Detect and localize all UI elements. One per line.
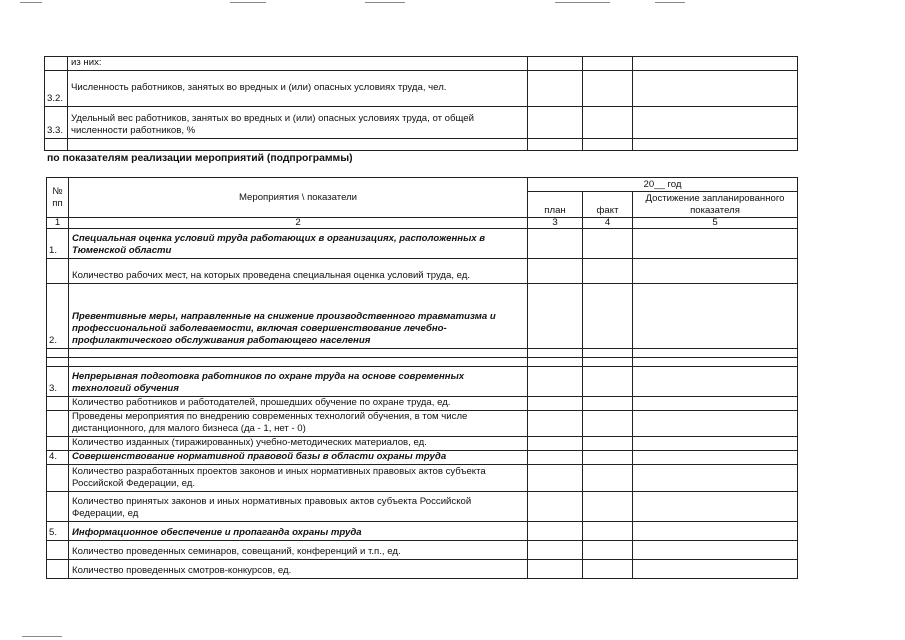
table-cell — [583, 560, 633, 579]
row-number: 3.2. — [45, 71, 68, 107]
table-cell — [583, 284, 633, 349]
table-cell — [583, 139, 633, 151]
row-number — [47, 259, 69, 284]
table-row — [47, 367, 798, 397]
column-number-row — [47, 218, 798, 229]
table-row — [47, 541, 798, 560]
table-cell — [583, 437, 633, 451]
column-number: 3 — [528, 218, 583, 229]
table-cell — [528, 71, 583, 107]
table-cell — [583, 465, 633, 492]
row-number — [47, 397, 69, 411]
table-cell — [633, 541, 798, 560]
table-row — [45, 71, 798, 107]
table-cell — [583, 229, 633, 259]
table-cell — [633, 492, 798, 522]
activity-title: Непрерывная подготовка работников по охране труда на основе современных технологий обучения — [69, 367, 528, 397]
row-number: 2. — [47, 284, 69, 349]
table-cell — [583, 259, 633, 284]
row-number — [47, 411, 69, 437]
table-cell — [528, 229, 583, 259]
table-cell — [583, 71, 633, 107]
table-cell — [528, 560, 583, 579]
table-row — [47, 522, 798, 541]
table-cell — [528, 541, 583, 560]
table-cell — [583, 358, 633, 367]
row-number — [47, 541, 69, 560]
activity-title: Превентивные меры, направленные на снижение производственного травматизма и профессиональной заболеваемости, включая совершенствование лечебно-профилактического обслуживания работающего населения — [69, 284, 528, 349]
table-cell — [633, 284, 798, 349]
table-cell — [633, 229, 798, 259]
table-cell — [528, 397, 583, 411]
activity-title: Совершенствование нормативной правовой базы в области охраны труда — [69, 451, 528, 465]
table-cell — [528, 358, 583, 367]
table-cell — [633, 71, 798, 107]
row-number — [47, 465, 69, 492]
table-cell — [633, 451, 798, 465]
table-cell — [633, 349, 798, 358]
header-row — [47, 178, 798, 192]
scan-artifact-line — [230, 2, 266, 3]
table-row — [47, 465, 798, 492]
row-number — [45, 57, 68, 71]
table-cell — [68, 139, 528, 151]
table-cell — [633, 107, 798, 139]
table-cell — [45, 139, 68, 151]
indicator-text: Количество работников и работодателей, прошедших обучение по охране труда, ед. — [69, 397, 528, 411]
indicator-text: Количество рабочих мест, на которых проведена специальная оценка условий труда, ед. — [69, 259, 528, 284]
row-text: Удельный вес работников, занятых во вредных и (или) опасных условиях труда, от общей численности работников, % — [68, 107, 528, 139]
table-cell — [583, 349, 633, 358]
table-body — [47, 229, 798, 579]
table-cell — [583, 57, 633, 71]
table-cell — [633, 437, 798, 451]
indicators-continued-table — [44, 56, 798, 151]
table-row — [47, 437, 798, 451]
table-cell — [528, 349, 583, 358]
row-number: 3. — [47, 367, 69, 397]
column-number: 2 — [69, 218, 528, 229]
activity-title: Информационное обеспечение и пропаганда охраны труда — [69, 522, 528, 541]
table-row — [45, 107, 798, 139]
indicator-text: Количество разработанных проектов законов и иных нормативных правовых актов субъекта Российской Федерации, ед. — [69, 465, 528, 492]
table-cell — [633, 465, 798, 492]
table-cell — [633, 259, 798, 284]
indicator-text: Проведены мероприятия по внедрению современных технологий обучения, в том числе дистанционного, для малого бизнеса (да - 1, нет - 0) — [69, 411, 528, 437]
table-cell — [633, 411, 798, 437]
indicator-text: Количество проведенных семинаров, совещаний, конференций и т.п., ед. — [69, 541, 528, 560]
table-row — [47, 451, 798, 465]
table-row — [47, 358, 798, 367]
scan-artifact-line — [20, 2, 42, 3]
table-cell — [528, 411, 583, 437]
header-activity: Мероприятия \ показатели — [69, 178, 528, 218]
indicator-text: Количество изданных (тиражированных) учебно-методических материалов, ед. — [69, 437, 528, 451]
row-number — [47, 492, 69, 522]
indicator-text: Количество проведенных смотров-конкурсов, ед. — [69, 560, 528, 579]
activities-indicators-table — [46, 177, 798, 579]
row-number — [47, 349, 69, 358]
header-year: 20__ год — [528, 178, 798, 192]
table-cell — [583, 541, 633, 560]
table-cell — [633, 397, 798, 411]
table-row — [47, 397, 798, 411]
table-cell — [633, 522, 798, 541]
table-cell — [633, 358, 798, 367]
row-number: 5. — [47, 522, 69, 541]
row-number: 4. — [47, 451, 69, 465]
table-cell — [528, 492, 583, 522]
activity-title: Специальная оценка условий труда работающих в организациях, расположенных в Тюменской области — [69, 229, 528, 259]
table-row — [47, 492, 798, 522]
indicator-text — [69, 358, 528, 367]
column-number: 4 — [583, 218, 633, 229]
table-cell — [633, 560, 798, 579]
section-heading: по показателям реализации мероприятий (подпрограммы) — [47, 153, 353, 164]
header-achievement: Достижение запланированного показателя — [633, 192, 798, 218]
table-cell — [528, 107, 583, 139]
row-number — [47, 358, 69, 367]
scan-artifact-line — [555, 2, 610, 3]
table-row — [47, 229, 798, 259]
table-row — [47, 259, 798, 284]
row-number — [47, 437, 69, 451]
header-fact: факт — [583, 192, 633, 218]
column-number: 1 — [47, 218, 69, 229]
row-text: Численность работников, занятых во вредных и (или) опасных условиях труда, чел. — [68, 71, 528, 107]
table-cell — [528, 57, 583, 71]
table-cell — [583, 522, 633, 541]
row-number: 1. — [47, 229, 69, 259]
table-cell — [583, 367, 633, 397]
table-row — [47, 560, 798, 579]
table-cell — [528, 451, 583, 465]
indicator-text — [69, 349, 528, 358]
table-cell — [528, 259, 583, 284]
indicator-text: Количество принятых законов и иных нормативных правовых актов субъекта Российской Федерации, ед — [69, 492, 528, 522]
table-cell — [583, 411, 633, 437]
scan-artifact-line — [655, 2, 685, 3]
table-row — [45, 139, 798, 151]
header-plan: план — [528, 192, 583, 218]
table-row — [47, 284, 798, 349]
table-cell — [633, 139, 798, 151]
table-cell — [583, 107, 633, 139]
table-cell — [633, 367, 798, 397]
table-cell — [528, 465, 583, 492]
table-row — [45, 57, 798, 71]
table-cell — [528, 284, 583, 349]
table-cell — [583, 397, 633, 411]
row-number: 3.3. — [45, 107, 68, 139]
scan-artifact-line — [22, 636, 62, 637]
scan-artifact-line — [365, 2, 405, 3]
table-cell — [528, 437, 583, 451]
table-cell — [528, 367, 583, 397]
table-cell — [583, 451, 633, 465]
header-number: № пп — [47, 178, 69, 218]
row-text: из них: — [68, 57, 528, 71]
table-cell — [583, 492, 633, 522]
table-cell — [528, 522, 583, 541]
table-row — [47, 349, 798, 358]
row-number — [47, 560, 69, 579]
table-cell — [528, 139, 583, 151]
table-row — [47, 411, 798, 437]
column-number: 5 — [633, 218, 798, 229]
table-cell — [633, 57, 798, 71]
